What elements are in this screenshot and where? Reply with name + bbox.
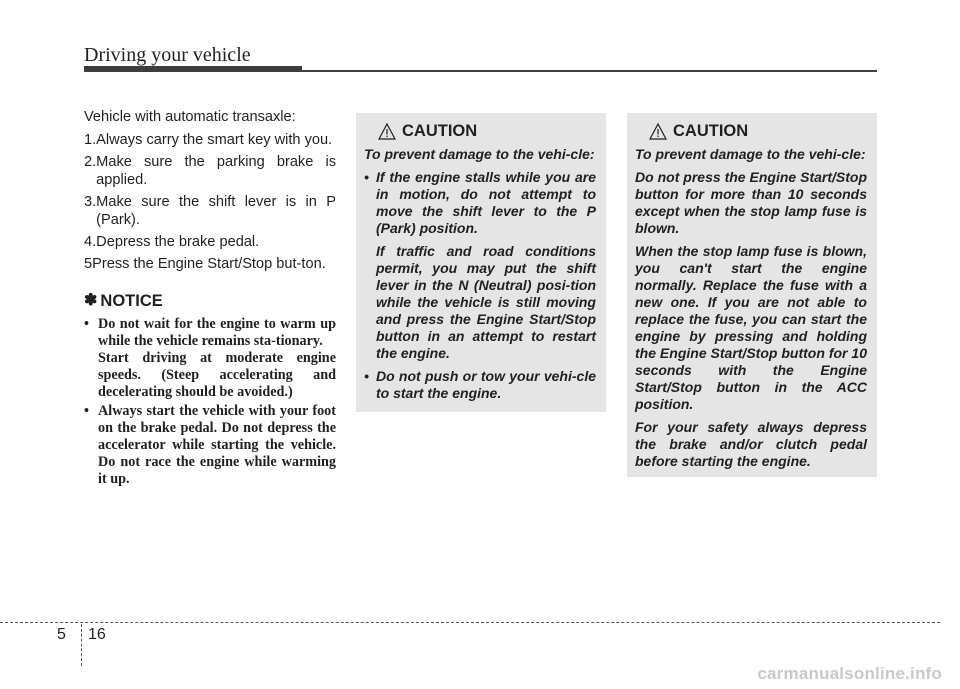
caution-text: Do not press the Engine Start/Stop button for more than 10 seconds except when the stop lamp fuse is blown. <box>635 169 867 236</box>
step-number: 1. <box>84 132 97 148</box>
step-item <box>84 131 336 149</box>
caution-text: To prevent damage to the vehi-cle: <box>635 146 866 162</box>
caution-text: When the stop lamp fuse is blown, you can't start the engine normally. Replace the fuse with a new one. If you are not able to replace the fuse, you can start the engine by pressing and holding the Engine Start/Stop button for 10 seconds with the Engine Start/Stop button in the ACC position. <box>635 243 867 412</box>
notice-title: NOTICE <box>100 292 163 310</box>
caution-text: If the engine stalls while you are in motion, do not attempt to move the shift lever to the P (Park) position. <box>376 169 596 236</box>
caution-box-2 <box>627 113 877 477</box>
caution-text: Do not push or tow your vehi-cle to start the engine. <box>376 368 596 401</box>
caution-text: If traffic and road conditions permit, you may put the shift lever in the N (Neutral) posi-tion while the vehicle is still moving and press the Engine Start/Stop button in an attempt to restart the engine. <box>376 243 596 361</box>
step-number: 4. <box>84 234 97 250</box>
caution-item <box>364 368 596 402</box>
caution-list <box>364 169 596 402</box>
header-bar <box>84 66 302 72</box>
notice-item <box>84 316 336 401</box>
step-text: Make sure the shift lever is in P (Park). <box>96 194 336 228</box>
steps-list <box>84 131 336 273</box>
caution-title: CAUTION <box>402 122 478 140</box>
bullet-icon: • <box>84 316 89 332</box>
step-number: 2. <box>84 154 97 170</box>
step-number: 3. <box>84 194 97 210</box>
caution-title: CAUTION <box>673 122 749 140</box>
step-item <box>84 255 336 273</box>
left-column <box>84 108 336 490</box>
notice-text: Do not wait for the engine to warm up while the vehicle remains sta-tionary. <box>98 316 336 349</box>
step-item <box>84 233 336 251</box>
notice-list <box>84 316 336 488</box>
step-item <box>84 153 336 189</box>
caution-intro: To prevent damage to the vehi-cle: <box>364 146 595 162</box>
warning-triangle-icon <box>378 123 396 140</box>
notice-text: Always start the vehicle with your foot on the brake pedal. Do not depress the accelerator while starting the vehicle. Do not race the engine while warming it up. <box>98 403 336 487</box>
bullet-icon: • <box>364 169 369 185</box>
caution-heading <box>635 123 867 140</box>
step-number: 5 <box>84 256 93 272</box>
caution-item <box>364 169 596 362</box>
caution-box-1 <box>356 113 606 412</box>
intro-text: Vehicle with automatic transaxle: <box>84 109 296 125</box>
notice-item <box>84 403 336 488</box>
step-text: Always carry the smart key with you. <box>96 132 333 148</box>
notice-star-icon: ✽ <box>84 292 98 309</box>
step-text: Press the Engine Start/Stop but-ton. <box>92 256 326 272</box>
caution-heading <box>364 123 596 140</box>
step-item <box>84 193 336 229</box>
bullet-icon: • <box>84 403 89 419</box>
caution-text: For your safety always depress the brake and/or clutch pedal before starting the engine. <box>635 419 867 469</box>
page-header-title: Driving your vehicle <box>84 44 251 66</box>
page-number: 16 <box>88 626 106 643</box>
step-text: Make sure the parking brake is applied. <box>96 154 336 188</box>
step-text: Depress the brake pedal. <box>96 234 260 250</box>
notice-text: Start driving at moderate engine speeds. (Steep accelerating and decelerating should be avoided.) <box>98 350 336 400</box>
chapter-number: 5 <box>57 626 66 643</box>
watermark-text: carmanualsonline.info <box>757 664 942 683</box>
warning-triangle-icon <box>649 123 667 140</box>
bullet-icon: • <box>364 368 369 384</box>
footer-divider <box>0 622 940 623</box>
footer-vertical-divider <box>81 624 82 666</box>
notice-heading <box>84 292 336 310</box>
header-rule <box>302 70 877 72</box>
